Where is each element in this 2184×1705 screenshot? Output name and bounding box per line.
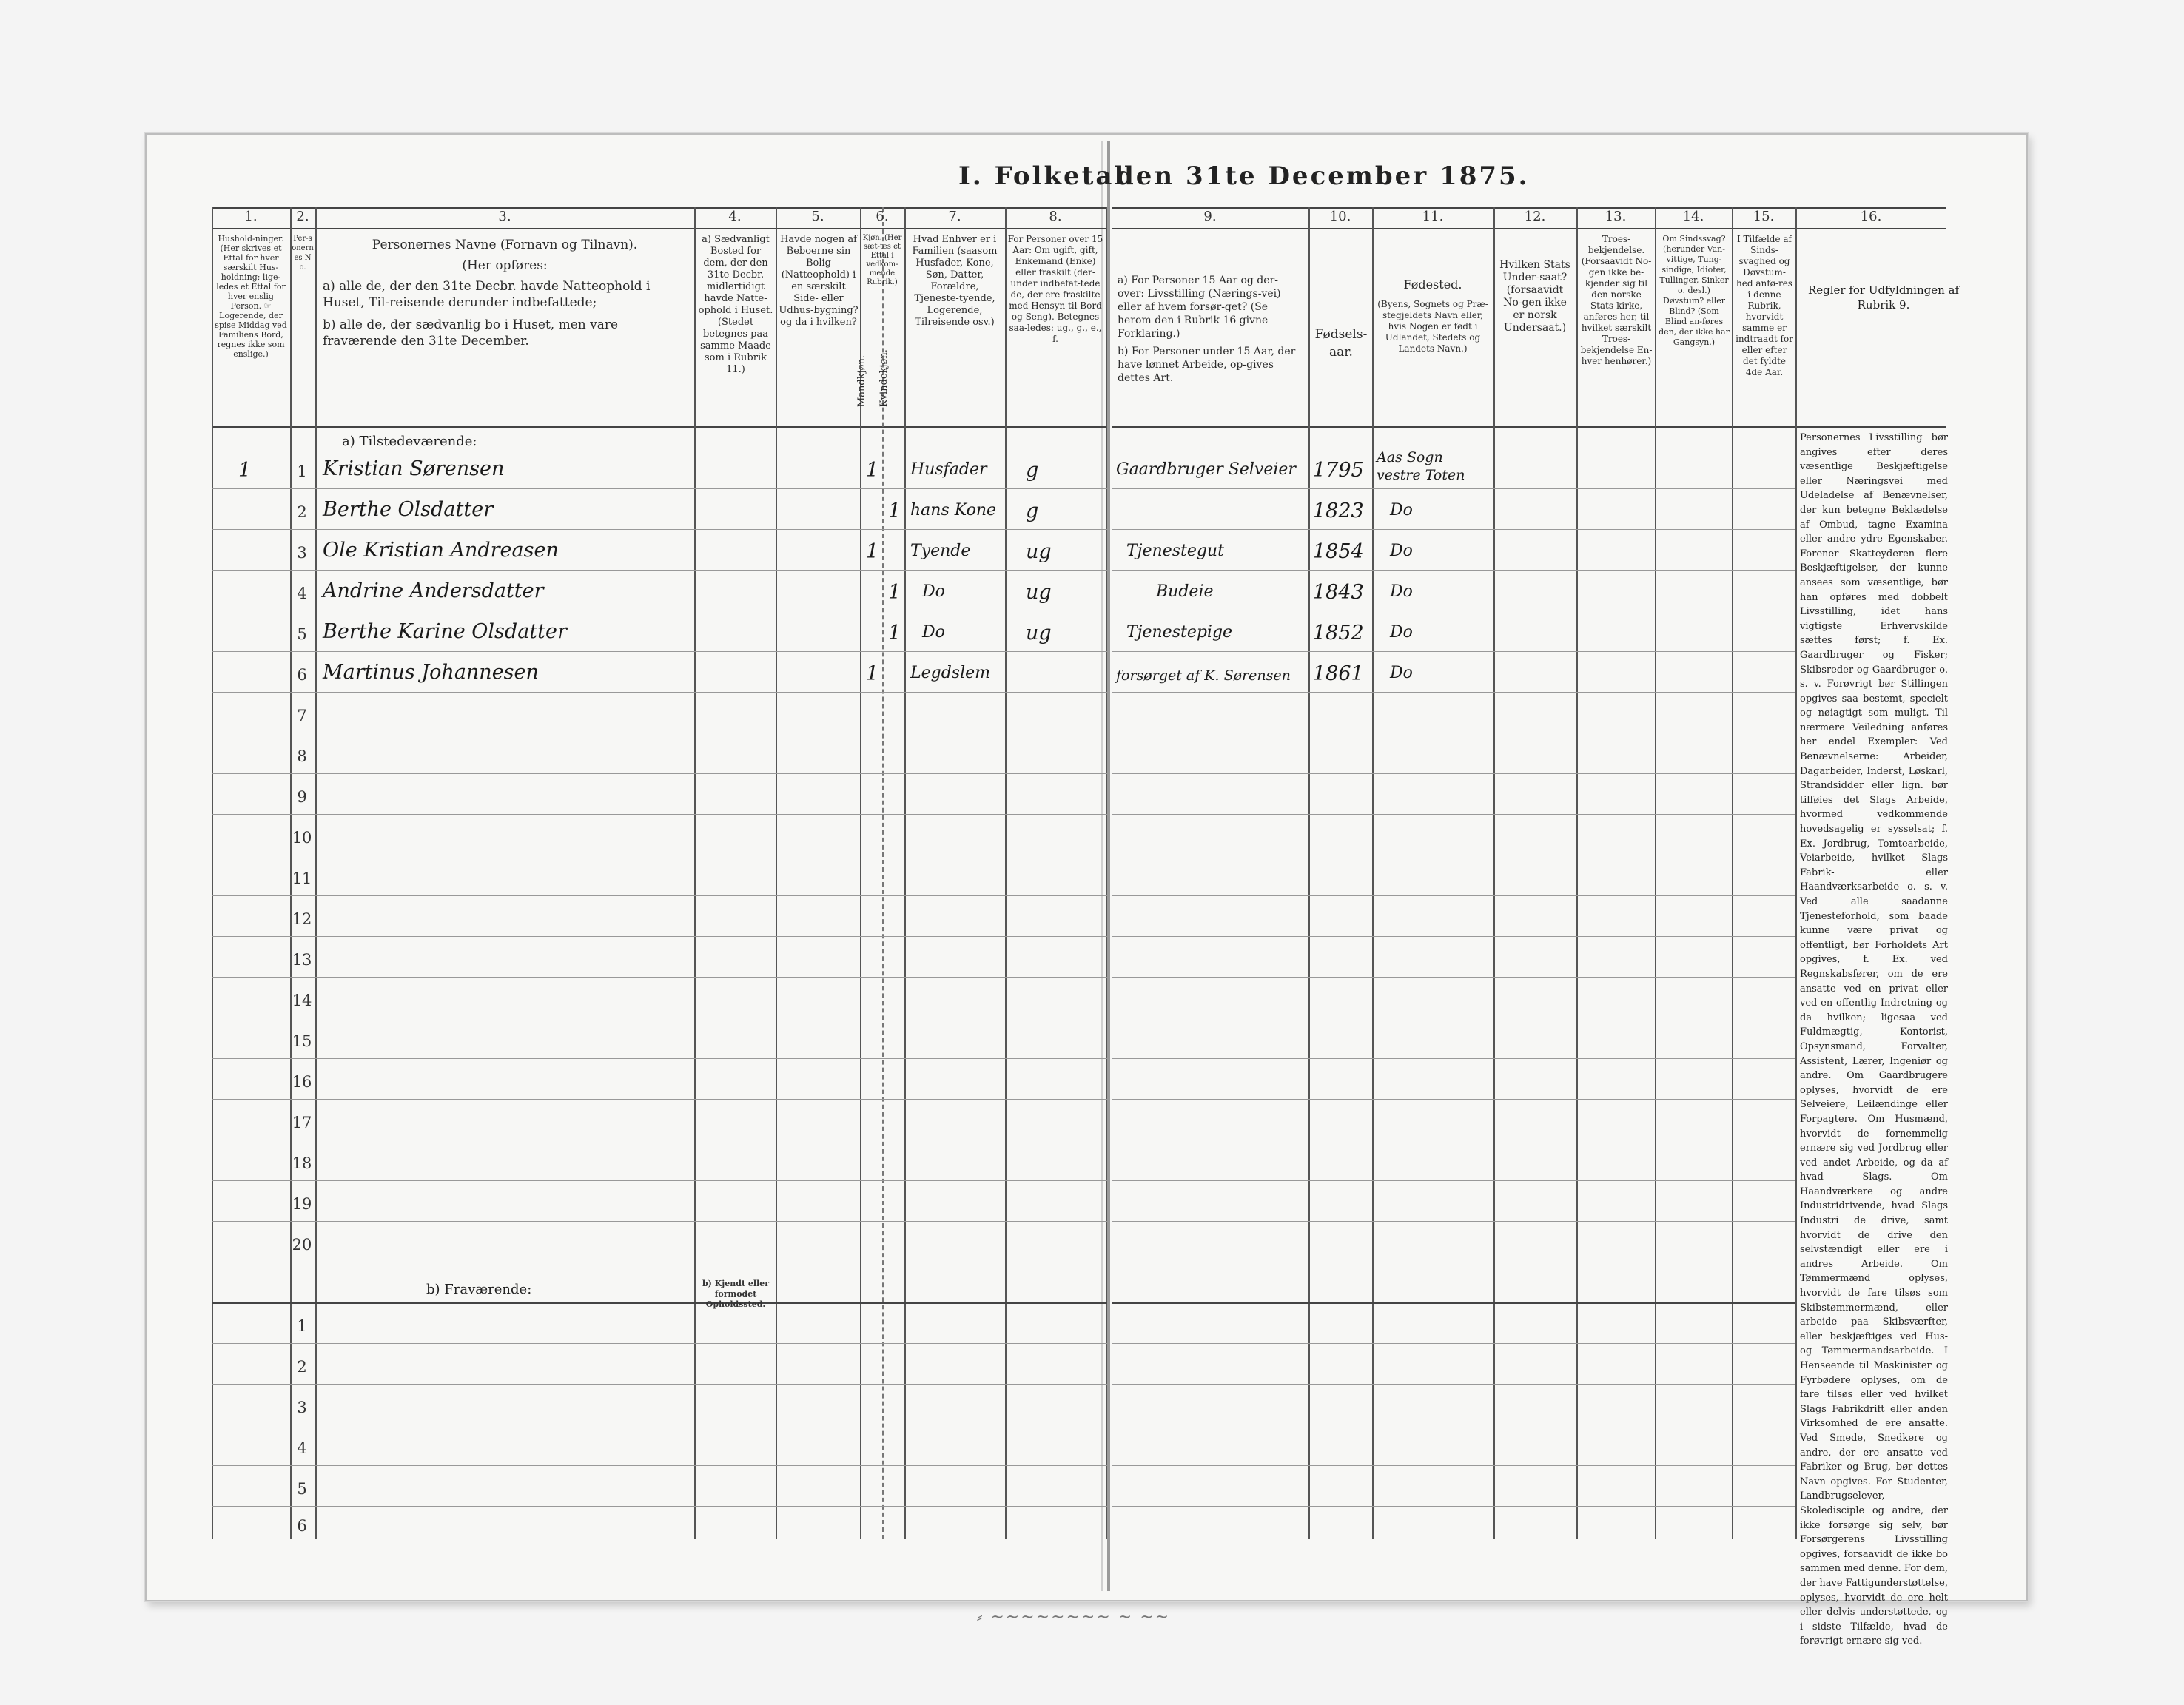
col-number: 4.	[728, 209, 742, 224]
page-title-left: I. Folketal	[958, 161, 1126, 191]
row-number: 5	[297, 1480, 307, 1498]
family-role: Tyende	[910, 542, 971, 560]
header-disability: Om Sindssvag? (herunder Van-vittige, Tung-sindige, Idioter, Tullinger, Sinker o. desl.) Døvstum? eller Blind? (Som Blind an-føres den, der ikke har Gangsyn.)	[1659, 234, 1730, 347]
col-border	[1372, 207, 1374, 1539]
page-title-right: den 31te December 1875.	[1116, 161, 1530, 191]
section-absent: b) Fraværende:	[426, 1282, 532, 1297]
header-sex-female: Kvindekjøn.	[878, 349, 890, 407]
header-disability-onset: I Tilfælde af Sinds-svaghed og Døvstum-hed anfø-res i denne Rubrik, hvorvidt samme er indtraadt for eller efter det fyldte 4de Aar.	[1736, 234, 1793, 377]
header-birthplace-title: Fødested.	[1403, 278, 1462, 292]
row-number: 1	[297, 1317, 307, 1335]
sex-male-mark: 1	[866, 540, 879, 563]
row-number: 10	[292, 829, 312, 847]
person-name: Berthe Olsdatter	[323, 498, 494, 521]
sex-female-mark: 1	[888, 581, 901, 604]
col-border	[1732, 207, 1733, 1539]
col-border	[882, 207, 884, 1539]
sex-male-mark: 1	[866, 662, 879, 685]
row-number: 8	[297, 747, 307, 765]
row-rule	[212, 570, 1107, 571]
person-name: Kristian Sørensen	[323, 457, 505, 480]
person-name: Berthe Karine Olsdatter	[323, 620, 567, 643]
row-rule	[212, 488, 1107, 489]
row-rule	[212, 1221, 1107, 1222]
birthplace: Do	[1390, 623, 1413, 642]
sex-male-mark: 1	[866, 459, 879, 482]
col-number: 7.	[948, 209, 961, 224]
row-number: 5	[297, 625, 307, 643]
header-outbuilding: Havde nogen af Beboerne sin Bolig (Natteophold) i en særskilt Side- eller Udhus-bygning? og da i hvilken?	[779, 234, 859, 328]
row-number: 18	[292, 1154, 312, 1172]
row-number: 4	[297, 1439, 307, 1457]
row-rule	[1112, 977, 1795, 978]
family-role: Do	[922, 582, 945, 601]
marital-status: g	[1026, 500, 1039, 522]
rule	[212, 1302, 1107, 1304]
birth-year: 1795	[1313, 459, 1364, 482]
row-rule	[1112, 488, 1795, 489]
row-rule	[1112, 936, 1795, 937]
col-border	[1576, 207, 1578, 1539]
row-number: 6	[297, 666, 307, 684]
row-rule	[212, 1465, 1107, 1466]
col-number: 1.	[244, 209, 258, 224]
col-number: 13.	[1605, 209, 1627, 224]
page-fold	[1107, 141, 1110, 1591]
rule	[1112, 1302, 1795, 1304]
sex-female-mark: 1	[888, 500, 901, 522]
row-number: 7	[297, 707, 307, 724]
birthplace: Do	[1390, 582, 1413, 601]
row-number: 16	[292, 1073, 312, 1091]
col-number: 9.	[1203, 209, 1217, 224]
col-number: 15.	[1753, 209, 1775, 224]
col-number: 10.	[1329, 209, 1351, 224]
row-number: 1	[297, 463, 307, 480]
row-rule	[1112, 1384, 1795, 1385]
header-usual-residence: a) Sædvanligt Bosted for dem, der den 31te Decbr. midlertidigt havde Natte-ophold i Huset. (Stedet betegnes paa samme Maade som i Rubrik 11.)	[698, 234, 773, 375]
header-occupation-a: a) For Personer 15 Aar og der-over: Livsstilling (Nærings-vei) eller af hvem forsør-get? (Se herom den i Rubrik 16 givne Forklaring.)	[1118, 275, 1281, 340]
marital-status: ug	[1026, 622, 1052, 645]
rule	[1112, 426, 1946, 428]
row-rule	[212, 1058, 1107, 1059]
col-border	[1308, 207, 1310, 1539]
family-role: Legdslem	[910, 664, 991, 682]
census-table-left	[212, 207, 1107, 1539]
row-rule	[212, 1180, 1107, 1181]
marital-status: ug	[1026, 581, 1052, 604]
row-rule	[212, 651, 1107, 652]
col-number: 5.	[811, 209, 824, 224]
row-number: 12	[292, 910, 312, 928]
row-number: 20	[292, 1236, 312, 1254]
row-number: 17	[292, 1114, 312, 1131]
header-birth-year: Fødsels-aar.	[1314, 327, 1368, 360]
col-number: 16.	[1860, 209, 1882, 224]
birth-year: 1861	[1313, 662, 1364, 685]
birth-year: 1823	[1313, 500, 1364, 522]
occupation: Tjenestepige	[1126, 623, 1233, 642]
row-rule	[212, 1506, 1107, 1507]
row-number: 15	[292, 1032, 312, 1050]
row-rule	[1112, 1099, 1795, 1100]
header-names-title: Personernes Navne (Fornavn og Tilnavn).	[372, 238, 638, 252]
header-family-role: Hvad Enhver er i Familien (saasom Husfader, Kone, Søn, Datter, Forældre, Tjeneste-tyende, Logerende, Tilreisende osv.)	[912, 234, 998, 328]
row-rule	[212, 692, 1107, 693]
footer-scribble: ⸗ ~~~~~~~~ ~ ~~	[977, 1608, 1171, 1627]
row-number: 3	[297, 1399, 307, 1416]
header-birthplace: (Byens, Sognets og Præ-stegjeldets Navn eller, hvis Nogen er født i Udlandet, Stedets og Landets Navn.)	[1377, 299, 1488, 354]
row-number: 14	[292, 992, 312, 1009]
header-sex-male: Mandkjøn.	[856, 355, 867, 407]
row-rule	[212, 895, 1107, 896]
rule	[212, 426, 1107, 428]
header-occupation-b: b) For Personer under 15 Aar, der have lønnet Arbeide, op-gives dettes Art.	[1118, 346, 1296, 384]
col-border	[1795, 207, 1797, 1539]
row-number: 6	[297, 1517, 307, 1535]
row-rule	[1112, 570, 1795, 571]
header-nationality: Hvilken Stats Under-saat? (forsaavidt No-gen ikke er norsk Undersaat.)	[1499, 259, 1570, 334]
occupation: Budeie	[1156, 582, 1214, 601]
col-number: 11.	[1422, 209, 1444, 224]
marital-status: ug	[1026, 540, 1052, 563]
col-border	[1106, 207, 1107, 1539]
occupation: Tjenestegut	[1126, 542, 1224, 560]
family-role: hans Kone	[910, 501, 997, 519]
header-person-no: Per-sonernes No.	[292, 235, 314, 272]
col-number: 2.	[296, 209, 309, 224]
rule	[212, 228, 1107, 229]
row-rule	[1112, 895, 1795, 896]
row-rule	[1112, 773, 1795, 774]
instructions-title: Regler for Udfyldningen af Rubrik 9.	[1807, 283, 1960, 312]
person-name: Ole Kristian Andreasen	[323, 539, 559, 562]
header-sex: Kjøn. (Her sæt-tes et Ettal i vedkom-mende Rubrik.)	[862, 234, 902, 286]
col-number: 8.	[1049, 209, 1062, 224]
occupation: forsørget af K. Sørensen	[1116, 667, 1291, 684]
header-names-a: a) alle de, der den 31te Decbr. havde Natteophold i Huset, Til-reisende derunder indbefattede;	[323, 279, 651, 310]
col-border	[212, 207, 213, 1539]
row-rule	[1112, 529, 1795, 530]
col-number: 12.	[1524, 209, 1546, 224]
row-number: 2	[297, 1358, 307, 1376]
col-border	[1005, 207, 1007, 1539]
row-number: 2	[297, 503, 307, 521]
row-rule	[212, 1343, 1107, 1344]
header-religion: Troes-bekjendelse. (Forsaavidt No-gen ikke be-kjender sig til den norske Stats-kirke, anføres her, til hvilket særskilt Troes-bekjendelse En-hver henhører.)	[1580, 234, 1653, 366]
family-role: Do	[922, 623, 945, 642]
birthplace: Do	[1390, 542, 1413, 560]
row-rule	[212, 773, 1107, 774]
sex-female-mark: 1	[888, 622, 901, 645]
col-border	[904, 207, 906, 1539]
birth-year: 1854	[1313, 540, 1364, 563]
row-number: 9	[297, 788, 307, 806]
header-households: Hushold-ninger. (Her skrives et Ettal for hver særskilt Hus-holdning; lige-ledes et Ettal for hver enslig Person. ☞ Logerende, der spise Middag ved Familiens Bord, regnes ikke som enslige.)	[215, 234, 287, 359]
marital-status: g	[1026, 459, 1039, 482]
birth-year: 1843	[1313, 581, 1364, 604]
absent-note: b) Kjendt eller formodet Opholdssted.	[702, 1279, 769, 1309]
col-number: 6.	[876, 209, 889, 224]
header-marital: For Personer over 15 Aar: Om ugift, gift, Enkemand (Enke) eller fraskilt (der-under indbefat-tede de, der ere fraskilte med Hensyn til Bord og Seng). Betegnes saa-ledes: ug., g., e., f.	[1007, 234, 1103, 344]
row-rule	[1112, 1506, 1795, 1507]
household-mark: 1	[238, 459, 252, 482]
family-role: Husfader	[910, 460, 987, 479]
col-border	[694, 207, 696, 1539]
row-rule	[212, 529, 1107, 530]
person-name: Andrine Andersdatter	[323, 579, 544, 602]
birthplace: Do	[1390, 501, 1413, 519]
row-number: 4	[297, 585, 307, 602]
birthplace: Aas Sogn vestre Toten	[1377, 449, 1465, 483]
row-rule	[1112, 814, 1795, 815]
col-border	[860, 207, 861, 1539]
row-rule	[1112, 1221, 1795, 1222]
row-number: 3	[297, 544, 307, 562]
section-present: a) Tilstedeværende:	[342, 434, 477, 449]
birth-year: 1852	[1313, 622, 1364, 645]
birthplace: Do	[1390, 664, 1413, 682]
header-names-sub: (Her opføres:	[462, 258, 548, 273]
header-names-b: b) alle de, der sædvanlig bo i Huset, men vare fraværende den 31te December.	[323, 317, 619, 349]
row-rule	[1112, 651, 1795, 652]
row-rule	[212, 1384, 1107, 1385]
col-border	[315, 207, 317, 1539]
person-name: Martinus Johannesen	[323, 661, 539, 684]
col-number: 14.	[1682, 209, 1704, 224]
occupation: Gaardbruger Selveier	[1116, 460, 1296, 479]
row-rule	[212, 936, 1107, 937]
col-border	[1493, 207, 1495, 1539]
row-rule	[212, 977, 1107, 978]
row-rule	[212, 814, 1107, 815]
rule	[1112, 228, 1946, 229]
instructions-text: Personernes Livsstilling bør angives efter deres væsentlige Beskjæftigelse eller Næringsvei med Udeladelse af Benævnelser, der kun betegne Beklædelse af Ombud, tagne Examina eller andre ydre Egenskaber. Forener Skatteyderen flere Beskjæftigelser, der kunne ansees som væsentlige, bør han opføres med dobbelt Livsstilling, idet hans vigtigste Erhvervskilde sættes først; f. Ex. Gaardbruger og Fisker; Skibsreder og Gaardbruger o. s. v. Forøvrigt bør Stillingen opgives saa bestemt, specielt og nøiagtigt som muligt. Til nærmere Veiledning anføres her endel Exempler: Ved Benævnelserne: Arbeider, Dagarbeider, Inderst, Løskarl, Strandsidder eller lign. bør tilføies det Slags Arbeide, hvormed vedkommende hovedsagelig er sysselsat; f. Ex. Jordbrug, Tomtearbeide, Veiarbeide, hvilket Slags Fabrik- eller Haandværksarbeide o. s. v. Ved alle saadanne Tjenesteforhold, som baade kunne være privat og offentligt, bør Forholdets Art opgives, f. Ex. ved Regnskabsfører, om de ere ansatte ved en privat eller ved en offentlig Indretning og da hvilken; ligesaa ved Fuldmægtig, Kontorist, Opsynsmand, Forvalter, Assistent, Lærer, Ingeniør og andre. Om Gaardbrugere oplyses, hvorvidt de ere Selveiere, Leilændinge eller Forpagtere. Om Husmænd, hvorvidt de fornemmelig ernære sig ved Jordbrug eller ved andet Arbeide, og da af hvad Slags. Om Haandværkere og andre Industridrivende, hvad Slags Industri de drive, samt hvorvidt de drive den selvstændigt eller ere i andres Arbeide. Om Tømmermænd oplyses, hvorvidt de fare tilsøs som Skibstømmermænd, eller arbeide paa Skibsværfter, eller beskjæftiges ved Hus- og Tømmermandsarbeide. I Henseende til Maskinister og Fyrbødere oplyses, om de fare tilsøs eller ved hvilket Slags Fabrikdrift eller anden Virksomhed de ere ansatte. Ved Smede, Snedkere og andre, der ere ansatte ved Fabriker og Brug, bør dettes Navn opgives. For Studenter, Landbrugselever, Skoledisciple og andre, der ikke forsørge sig selv, bør Forsørgerens Livsstilling opgives, forsaavidt de ikke bo sammen med denne. For dem, der have Fattigunderstøttelse, oplyses, hvorvidt de ere helt eller delvis understøttede, og i sidste Tilfælde, hvad de forøvrigt ernære sig ved.	[1800, 432, 1948, 1647]
row-rule	[1112, 1058, 1795, 1059]
row-rule	[1112, 692, 1795, 693]
col-border	[1655, 207, 1656, 1539]
row-number: 11	[292, 870, 312, 887]
row-rule	[1112, 1343, 1795, 1344]
row-number: 19	[292, 1195, 312, 1213]
col-number: 3.	[498, 209, 511, 224]
col-border	[776, 207, 777, 1539]
row-rule	[212, 1099, 1107, 1100]
row-number: 13	[292, 951, 312, 969]
row-rule	[1112, 1180, 1795, 1181]
row-rule	[1112, 1465, 1795, 1466]
